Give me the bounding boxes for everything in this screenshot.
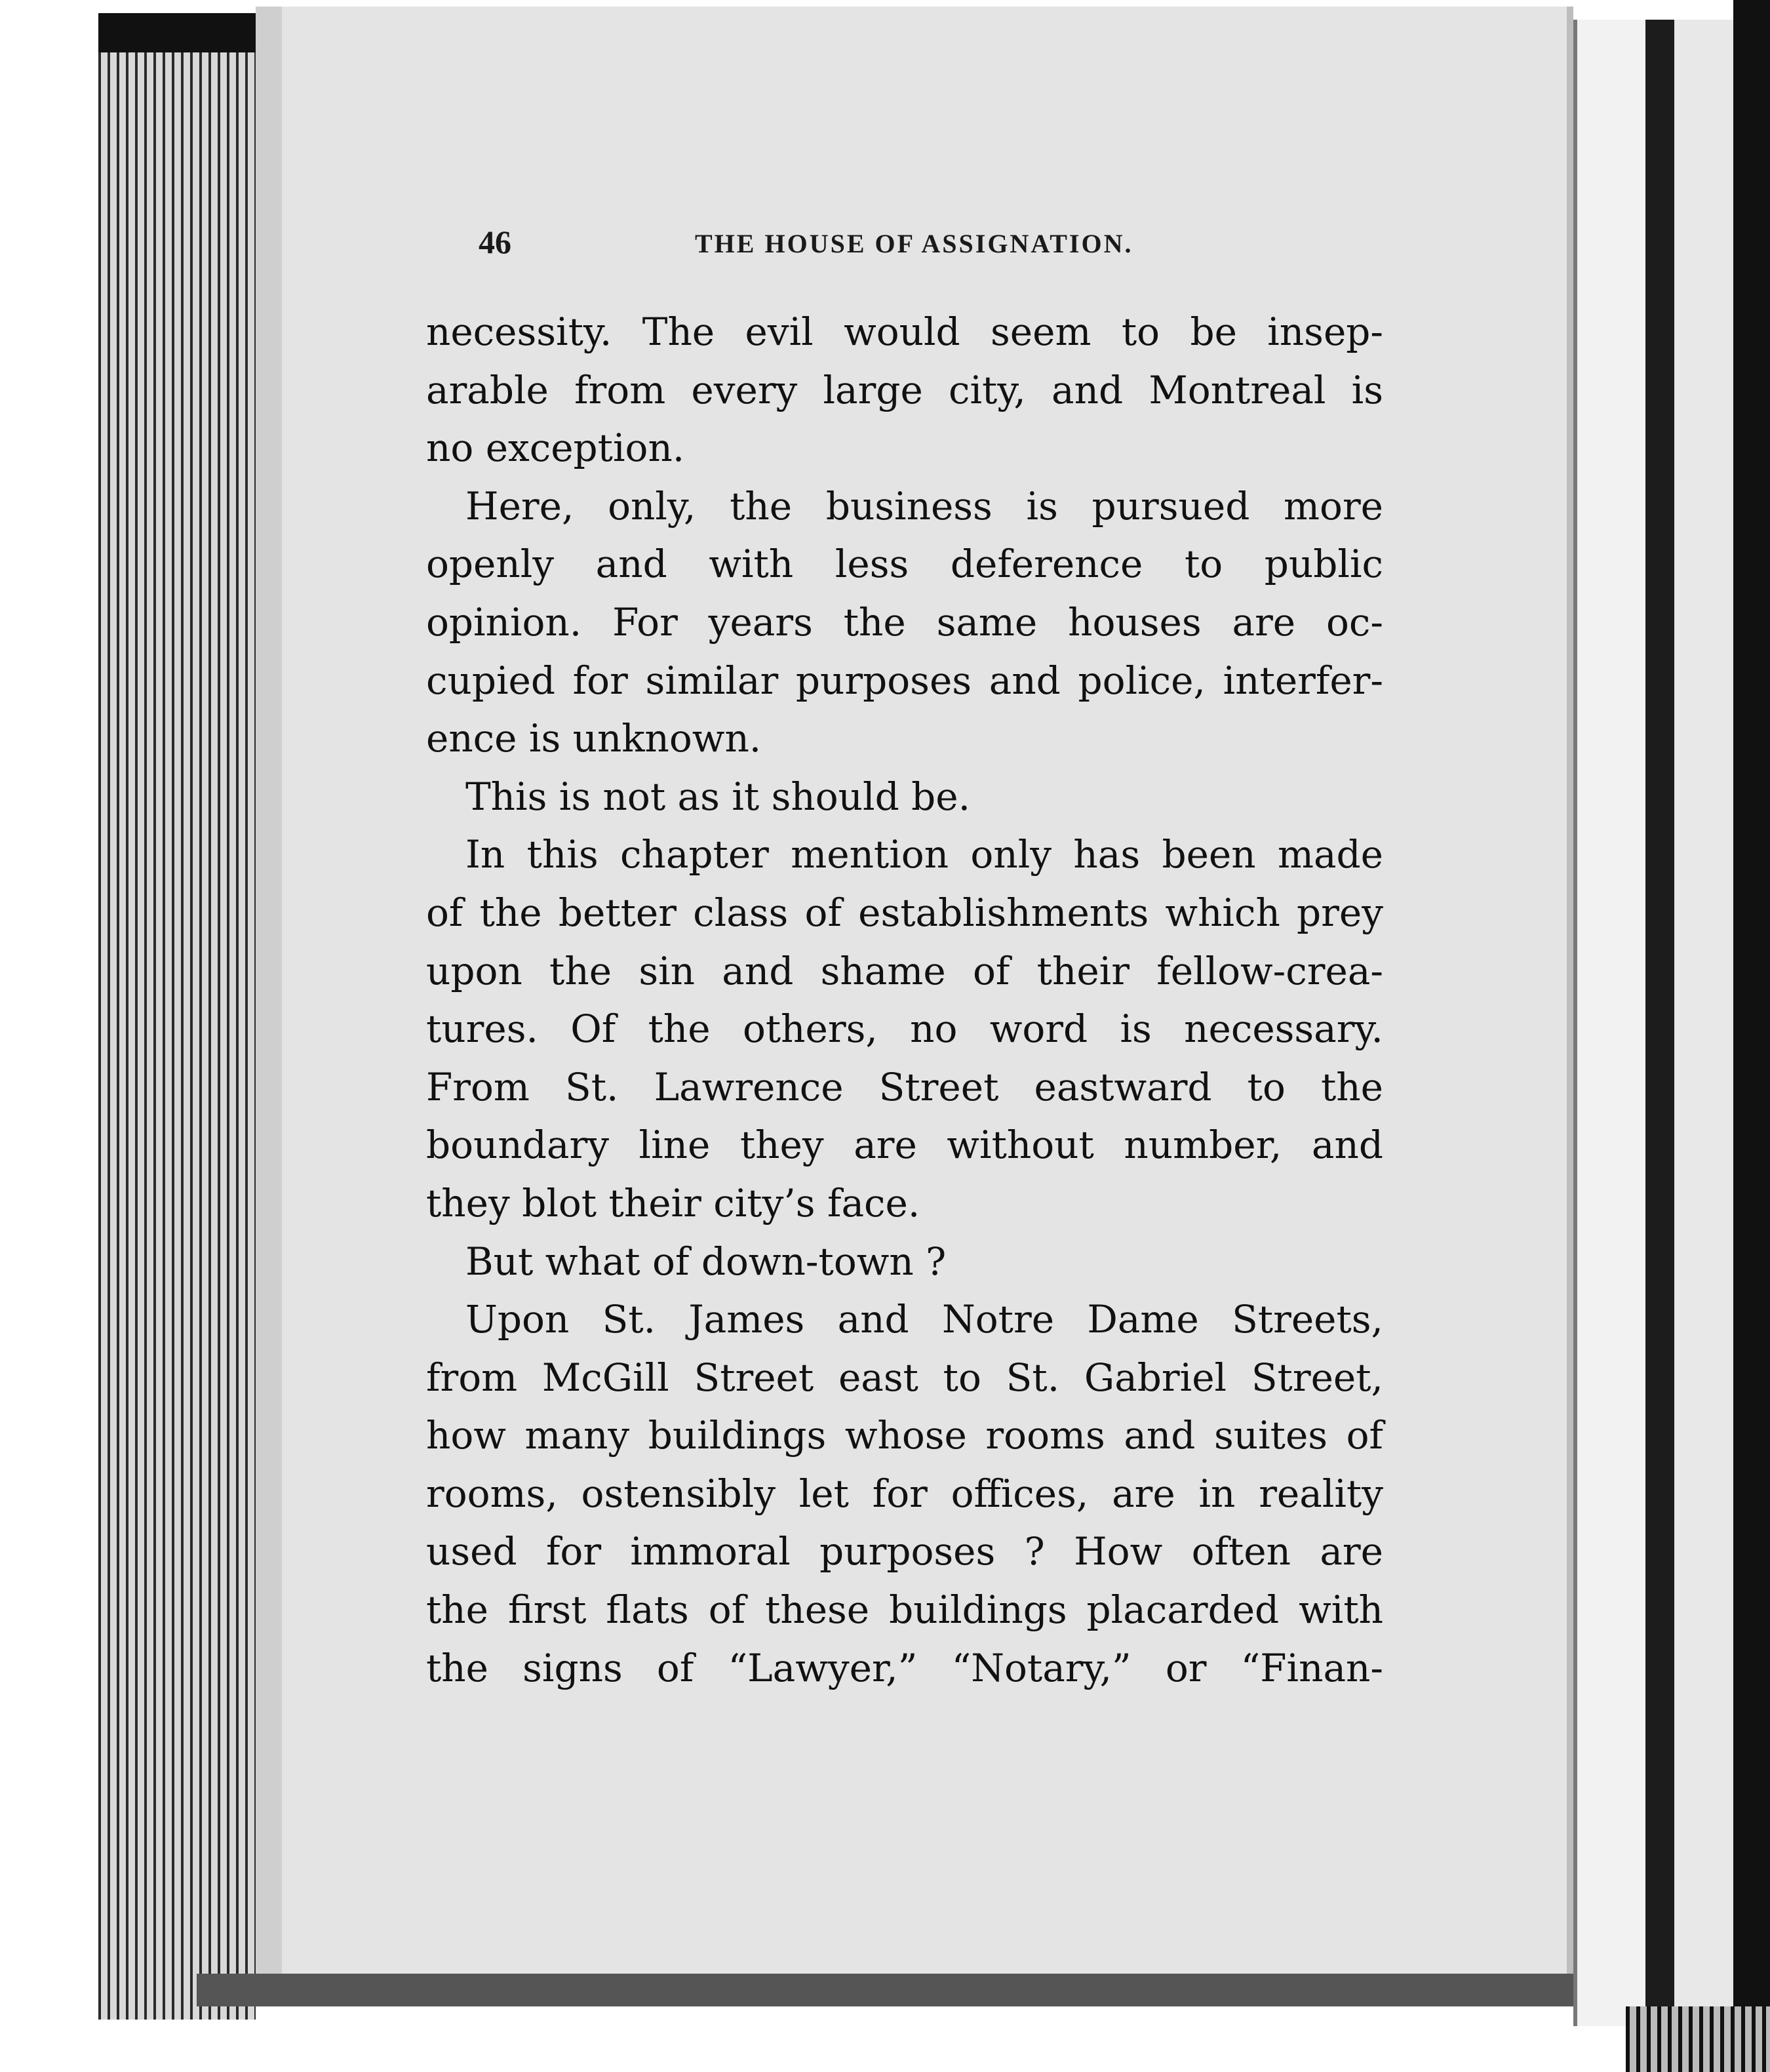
page-edges-shadow [98, 13, 256, 52]
text-line: necessity. The evil would seem to be insep- [426, 309, 1383, 354]
text-line: upon the sin and shame of their fellow-crea- [426, 948, 1383, 993]
running-head: THE HOUSE OF ASSIGNATION. [695, 229, 1133, 258]
page-shadow [256, 7, 282, 2006]
text-line: used for immoral purposes ? How often are [426, 1529, 1383, 1574]
text-line: cupied for similar purposes and police, interfer- [426, 658, 1383, 703]
text-line: boundary line they are without number, and [426, 1123, 1383, 1168]
text-line: no exception. [426, 426, 685, 471]
page-number: 46 [479, 224, 511, 260]
body-text [426, 303, 1383, 1697]
text-line: they blot their city’s face. [426, 1180, 920, 1225]
text-line: In this chapter mention only has been made [465, 832, 1383, 877]
text-line: Here, only, the business is pursued more [465, 483, 1383, 528]
page-edges-bottom [1626, 2006, 1770, 2072]
text-line: Upon St. James and Notre Dame Streets, [465, 1297, 1383, 1342]
text-line: opinion. For years the same houses are oc- [426, 599, 1383, 645]
text-line: the signs of “Lawyer,” “Notary,” or “Finan- [426, 1645, 1383, 1690]
text-line: But what of down-town ? [465, 1239, 947, 1284]
facing-page [1674, 20, 1733, 2026]
text-line: rooms, ostensibly let for offices, are in reality [426, 1471, 1383, 1516]
page-bottom-edge [197, 1974, 1744, 2006]
text-line: This is not as it should be. [465, 774, 971, 819]
text-line: from McGill Street east to St. Gabriel Street, [426, 1355, 1383, 1400]
facing-page-edge [1733, 0, 1770, 2072]
text-line: the first flats of these buildings placarded with [426, 1587, 1383, 1633]
text-line: From St. Lawrence Street eastward to the [426, 1064, 1383, 1109]
binding-gutter [1573, 20, 1649, 2026]
page-header [479, 223, 1187, 275]
text-line: openly and with less deference to public [426, 542, 1383, 587]
binding-shadow [1645, 20, 1674, 2026]
text-line: how many buildings whose rooms and suites of [426, 1413, 1383, 1458]
text-line: of the better class of establishments which prey [426, 890, 1383, 935]
text-line: tures. Of the others, no word is necessary. [426, 1006, 1383, 1052]
page-edges [98, 13, 256, 2020]
text-line: arable from every large city, and Montreal is [426, 367, 1383, 412]
text-line: ence is unknown. [426, 716, 762, 761]
